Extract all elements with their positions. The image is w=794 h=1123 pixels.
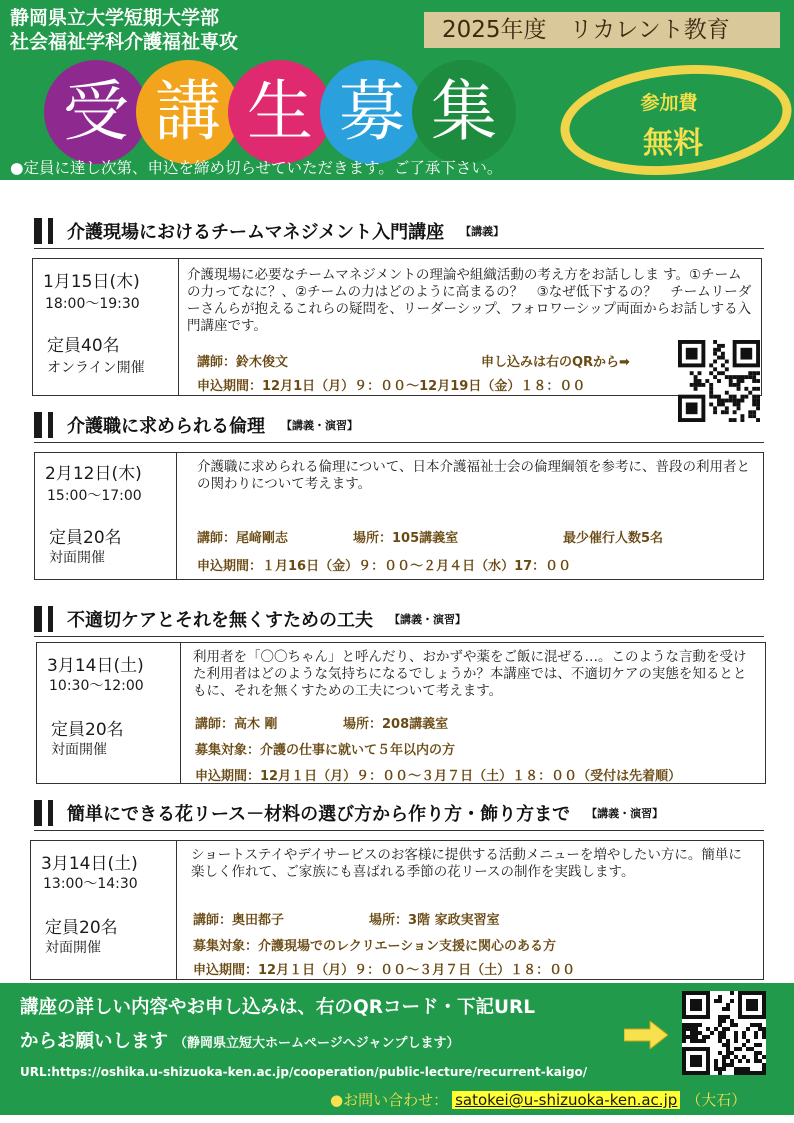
course-4-box bbox=[30, 840, 764, 980]
university-name bbox=[10, 6, 238, 54]
qr-code-icon[interactable] bbox=[678, 340, 760, 422]
heading-rule bbox=[34, 636, 764, 637]
qr-code-icon[interactable] bbox=[682, 991, 766, 1075]
course-minimum: 最少催行人数5名 bbox=[563, 531, 664, 546]
course-mode: 対面開催 bbox=[51, 742, 107, 758]
course-1-heading bbox=[34, 218, 504, 244]
course-time: 15:00～17:00 bbox=[47, 488, 142, 504]
course-mode: 対面開催 bbox=[45, 940, 101, 956]
fee-label: 参加費 bbox=[640, 92, 698, 114]
title-char: 生 bbox=[228, 60, 332, 164]
course-date: 3月14日(土) bbox=[41, 854, 138, 874]
title-char: 集 bbox=[412, 60, 516, 164]
course-description: 介護現場に必要なチームマネジメントの理論や組織活動の考え方をお話ししま す。①チームの力ってなに？、②チームの力はどのように高まるの？ ③なぜ低下するの？ チームリーダーさんらが抱えるこれらの疑問を、リーダーシップ、フォロワーシップ両面からお話しする入門講座です。 bbox=[187, 267, 752, 334]
course-period: 申込期間：12月１日（月）９：００～３月７日（土）１８：００ bbox=[193, 963, 576, 978]
title-char: 受 bbox=[44, 60, 148, 164]
qr-code-icon bbox=[682, 991, 766, 1075]
heading-bar bbox=[48, 800, 53, 826]
apply-note: 申し込みは右のQRから➡ bbox=[481, 355, 630, 370]
course-place: 場所：208講義室 bbox=[343, 717, 449, 732]
course-1-box bbox=[32, 258, 762, 396]
course-3-box bbox=[36, 642, 766, 784]
course-lecturer: 講師：尾﨑剛志 bbox=[197, 531, 289, 546]
course-target: 募集対象：介護現場でのレクリエーション支援に関心のある方 bbox=[193, 939, 556, 954]
course-capacity: 定員40名 bbox=[47, 336, 120, 356]
header-banner bbox=[0, 0, 794, 180]
course-2-box bbox=[34, 452, 764, 580]
course-place: 場所：3階 家政実習室 bbox=[369, 913, 500, 928]
course-3-heading bbox=[34, 606, 466, 632]
heading-bar bbox=[48, 606, 53, 632]
course-4-heading bbox=[34, 800, 663, 826]
contact-email[interactable]: satokei@u-shizuoka-ken.ac.jp bbox=[452, 1091, 680, 1109]
course-tag: 【講義】 bbox=[460, 225, 505, 238]
university-line1: 静岡県立大学短期大学部 bbox=[10, 7, 220, 29]
footer-url[interactable]: URL:https://oshika.u-shizuoka-ken.ac.jp/cooperation/public-lecture/recurrent-kaigo/ bbox=[20, 1065, 588, 1079]
deadline-notice: ●定員に達し次第、申込を締め切らせていただきます。ご了承下さい。 bbox=[10, 159, 503, 177]
year-banner: 2025年度 リカレント教育 bbox=[424, 12, 780, 48]
course-2-heading bbox=[34, 412, 358, 438]
footer-banner bbox=[0, 983, 794, 1115]
course-mode: 対面開催 bbox=[49, 550, 105, 566]
course-tag: 【講義・演習】 bbox=[586, 807, 664, 820]
course-lecturer: 講師：鈴木俊文 bbox=[197, 355, 289, 370]
detail-cell bbox=[177, 841, 763, 979]
heading-rule bbox=[34, 830, 764, 831]
footer-line2-main: からお願いします bbox=[20, 1031, 169, 1052]
course-target: 募集対象：介護の仕事に就いて５年以内の方 bbox=[195, 743, 456, 758]
detail-cell bbox=[181, 643, 765, 783]
contact-label: ●お問い合わせ： bbox=[330, 1091, 449, 1109]
course-title: 不適切ケアとそれを無くすための工夫 bbox=[67, 610, 373, 631]
course-capacity: 定員20名 bbox=[45, 918, 118, 938]
detail-cell bbox=[177, 453, 763, 579]
heading-bar bbox=[48, 218, 53, 244]
detail-cell bbox=[179, 259, 761, 395]
heading-bar bbox=[34, 218, 42, 244]
university-line2: 社会福祉学科介護福祉専攻 bbox=[10, 31, 239, 53]
footer-line2 bbox=[20, 1027, 460, 1053]
schedule-cell bbox=[35, 453, 177, 579]
qr-code-icon bbox=[678, 340, 760, 422]
course-period: 申込期間：12月１日（月）９：００～３月７日（土）１８：００（受付は先着順） bbox=[195, 769, 682, 784]
footer-line1: 講座の詳しい内容やお申し込みは、右のQRコード・下記URL bbox=[20, 997, 536, 1018]
heading-rule bbox=[34, 442, 764, 443]
course-title: 介護現場におけるチームマネジメント入門講座 bbox=[67, 222, 445, 243]
schedule-cell bbox=[37, 643, 181, 783]
heading-bar bbox=[34, 606, 42, 632]
course-time: 10:30～12:00 bbox=[49, 678, 144, 694]
course-tag: 【講義・演習】 bbox=[281, 419, 358, 432]
course-period: 申込期間：１月16日（金）９：００～２月４日（水）17：００ bbox=[197, 559, 572, 574]
contact-line bbox=[330, 1089, 746, 1110]
course-lecturer: 講師：奥田都子 bbox=[193, 913, 285, 928]
heading-bar bbox=[48, 412, 53, 438]
course-place: 場所：105講義室 bbox=[353, 531, 459, 546]
course-lecturer: 講師：高木 剛 bbox=[195, 717, 278, 732]
contact-name: （大石） bbox=[686, 1091, 747, 1109]
course-date: 2月12日(木) bbox=[45, 464, 142, 484]
course-date: 3月14日(土) bbox=[47, 656, 144, 676]
title-char: 講 bbox=[136, 60, 240, 164]
schedule-cell bbox=[31, 841, 177, 979]
fee-value: 無料 bbox=[643, 126, 703, 161]
heading-bar bbox=[34, 412, 42, 438]
course-capacity: 定員20名 bbox=[49, 528, 122, 548]
course-title: 簡単にできる花リース－材料の選び方から作り方・飾り方まで bbox=[67, 804, 571, 825]
heading-rule bbox=[34, 248, 764, 249]
right-arrow-icon bbox=[624, 1021, 668, 1049]
course-period: 申込期間：12月1日（月）９：００～12月19日（金）１８：００ bbox=[197, 379, 586, 394]
course-tag: 【講義・演習】 bbox=[389, 613, 466, 626]
heading-bar bbox=[34, 800, 42, 826]
course-time: 18:00～19:30 bbox=[45, 296, 140, 312]
course-mode: オンライン開催 bbox=[47, 360, 145, 376]
course-description: 利用者を「〇〇ちゃん」と呼んだり、おかずや薬をご飯に混ぜる…。このような言動を受けた利用者はどのような気持ちになるでしょうか？本講座では、不適切ケアの実態を知るとともに、それを無くすための工夫について考えます。 bbox=[193, 649, 747, 699]
course-capacity: 定員20名 bbox=[51, 720, 124, 740]
footer-line2-note: （静岡県立短大ホームページへジャンプします） bbox=[174, 1036, 460, 1051]
course-title: 介護職に求められる倫理 bbox=[67, 416, 265, 437]
schedule-cell bbox=[33, 259, 179, 395]
course-description: 介護職に求められる倫理について、日本介護福祉士会の倫理綱領を参考に、普段の利用者との関わりについて考えます。 bbox=[197, 459, 750, 492]
title-char: 募 bbox=[320, 60, 424, 164]
course-description: ショートステイやデイサービスのお客様に提供する活動メニューを増やしたい方に。簡単に楽しく作れて、ご家族にも喜ばれる季節の花リースの制作を実践します。 bbox=[191, 847, 742, 880]
course-time: 13:00～14:30 bbox=[43, 876, 138, 892]
course-date: 1月15日(木) bbox=[43, 272, 140, 292]
